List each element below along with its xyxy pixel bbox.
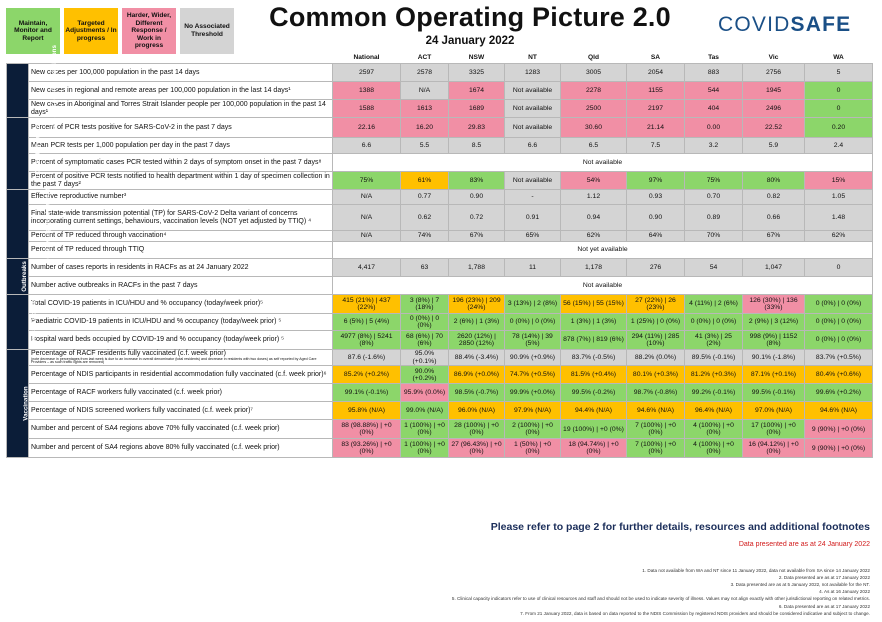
- value-cell-nt: Not available: [505, 118, 561, 138]
- indicator-row: [7, 82, 873, 100]
- merged-value-cell: Not available: [333, 277, 873, 295]
- indicator-row: [7, 118, 873, 138]
- value-cell-act: 95.9% (0.0%): [401, 384, 449, 402]
- indicator-label: Percent of PCR tests positive for SARS-CoV-2 in the past 7 days: [29, 118, 333, 138]
- value-cell-nsw: 86.9% (+0.0%): [449, 366, 505, 384]
- value-cell-qld: 878 (7%) | 819 (6%): [561, 331, 627, 350]
- indicator-label: Hospital ward beds occupied by COVID-19 and % occupancy (today/week prior) ⁵: [29, 331, 333, 350]
- value-cell-nsw: 0.72: [449, 205, 505, 231]
- value-cell-national: 95.8% (N/A): [333, 402, 401, 420]
- value-cell-tas: 99.2% (-0.1%): [685, 384, 743, 402]
- value-cell-national: 83 (93.26%) | +0 (0%): [333, 439, 401, 458]
- value-cell-nsw: 96.0% (N/A): [449, 402, 505, 420]
- footnote: 7. From 21 January 2022, data is based on data reported to the NDIS Commission by registered NDIS providers and should be considered indicative and subject to change.: [520, 610, 870, 616]
- value-cell-nt: 99.9% (+0.0%): [505, 384, 561, 402]
- value-cell-vic: 2 (9%) | 3 (12%): [743, 314, 805, 331]
- value-cell-nt: 97.9% (N/A): [505, 402, 561, 420]
- footnote: 3. Data presented are as at 5 January 2022, not available for the NT.: [730, 582, 870, 588]
- value-cell-qld: 2278: [561, 82, 627, 100]
- indicator-row: [7, 314, 873, 331]
- value-cell-sa: 0.90: [627, 205, 685, 231]
- value-cell-act: 63: [401, 259, 449, 277]
- indicator-note: (note decrease in percentages from last week is due to an increase in overall denominator (total residents) and decrease in residents with two doses) as self reported by Aged Care Providers – as such traffic lights are removed): [31, 356, 317, 365]
- indicator-row: [7, 172, 873, 190]
- value-cell-wa: 1.05: [805, 190, 873, 205]
- value-cell-nt: Not available: [505, 100, 561, 118]
- indicator-row: [7, 331, 873, 350]
- operating-picture-table: [6, 45, 873, 458]
- indicator-label: New cases per 100,000 population in the past 14 days: [29, 64, 333, 82]
- indicator-label: Number active outbreaks in RACFs in the past 7 days: [29, 277, 333, 295]
- value-cell-nsw: 28 (100%) | +0 (0%): [449, 420, 505, 439]
- value-cell-qld: 54%: [561, 172, 627, 190]
- indicator-label: Number and percent of SA4 regions above 80% fully vaccinated (c.f. week prior): [29, 439, 333, 458]
- footnote: 1. Data not available from WA and NT since 11 January 2022, data not available from SA since 14 January 2022: [642, 568, 870, 573]
- value-cell-vic: 998 (9%) | 1152 (8%): [743, 331, 805, 350]
- indicator-label: Percent of TP reduced through vaccination⁴: [29, 231, 333, 242]
- header-spacer: [29, 52, 333, 64]
- value-cell-vic: 0.82: [743, 190, 805, 205]
- header-spacer: [7, 52, 29, 64]
- indicator-row: [7, 402, 873, 420]
- value-cell-act: 1 (100%) | +0 (0%): [401, 439, 449, 458]
- section-label-text: Cases and priority populations: [50, 45, 58, 136]
- section-label: [7, 350, 29, 458]
- indicator-label: Number and percent of SA4 regions above 70% fully vaccinated (c.f. week prior): [29, 420, 333, 439]
- footnote: 2. Data presented are as at 17 January 2022: [778, 575, 870, 581]
- value-cell-tas: 4 (100%) | +0 (0%): [685, 420, 743, 439]
- value-cell-vic: 0.66: [743, 205, 805, 231]
- indicator-row: [7, 384, 873, 402]
- data-date-note: Data presented are as at 24 January 2022: [738, 541, 870, 548]
- value-cell-qld: 18 (94.74%) | +0 (0%): [561, 439, 627, 458]
- indicator-label: Percentage of RACF residents fully vaccinated (c.f. week prior) (note decrease in percentages from last week is due to an increase in overall denominator (total residents) and decrease in residents with two doses) as self reported by Aged Care Providers – as such traffic lights are removed): [29, 350, 333, 366]
- value-cell-tas: 0.89: [685, 205, 743, 231]
- logo-part-covid: COVID: [718, 13, 791, 36]
- value-cell-wa: 0: [805, 259, 873, 277]
- value-cell-qld: 1 (3%) | 1 (3%): [561, 314, 627, 331]
- merged-value-cell: Not yet available: [333, 242, 873, 259]
- indicator-label: Percentage of RACF workers fully vaccinated (c.f. week prior): [29, 384, 333, 402]
- value-cell-national: 415 (21%) | 437 (22%): [333, 295, 401, 314]
- indicator-label: Paediatric COVID-19 patients in ICU/HDU and % occupancy (today/week prior) ⁵: [29, 314, 333, 331]
- value-cell-act: 0.77: [401, 190, 449, 205]
- value-cell-act: 74%: [401, 231, 449, 242]
- value-cell-nt: Not available: [505, 172, 561, 190]
- value-cell-nt: -: [505, 190, 561, 205]
- indicator-label: New cases in Aboriginal and Torres Strait Islander people per 100,000 population in the past 14 days¹: [29, 100, 333, 118]
- value-cell-sa: 7.5: [627, 138, 685, 154]
- value-cell-sa: 88.2% (0.0%): [627, 350, 685, 366]
- value-cell-tas: 89.5% (-0.1%): [685, 350, 743, 366]
- page-title: Common Operating Picture 2.0: [269, 2, 671, 32]
- legend-orange: Targeted Adjustments / In progress: [64, 8, 118, 54]
- value-cell-tas: 0.70: [685, 190, 743, 205]
- value-cell-nsw: 0.90: [449, 190, 505, 205]
- footnote: 5. Clinical capacity indicators refer to use of clinical resources and staff and should not be used to indicate severity of illness. Values may not align exactly with other jurisdictional reporting on related metrics.: [451, 596, 870, 602]
- value-cell-nsw: 3325: [449, 64, 505, 82]
- value-cell-vic: 90.1% (-1.8%): [743, 350, 805, 366]
- value-cell-sa: 27 (22%) | 26 (23%): [627, 295, 685, 314]
- section-label: [7, 118, 42, 190]
- value-cell-national: 22.16: [333, 118, 401, 138]
- column-header-act: ACT: [417, 54, 432, 61]
- value-cell-tas: 883: [685, 64, 743, 82]
- section-label: [7, 259, 29, 295]
- indicator-row: [7, 350, 873, 366]
- indicator-label: Percent of positive PCR tests notified to health department within 1 day of specimen collection in the past 7 days²: [29, 172, 333, 190]
- value-cell-nt: 11: [505, 259, 561, 277]
- column-header-qld: Qld: [588, 54, 599, 61]
- value-cell-vic: 16 (94.12%) | +0 (0%): [743, 439, 805, 458]
- value-cell-national: 99.1% (-0.1%): [333, 384, 401, 402]
- column-header-nt: NT: [528, 54, 537, 61]
- value-cell-qld: 94.4% (N/A): [561, 402, 627, 420]
- value-cell-act: 5.5: [401, 138, 449, 154]
- value-cell-sa: 2197: [627, 100, 685, 118]
- value-cell-nt: 6.6: [505, 138, 561, 154]
- value-cell-wa: 80.4% (+0.6%): [805, 366, 873, 384]
- value-cell-vic: 22.52: [743, 118, 805, 138]
- column-header-nsw: NSW: [468, 54, 485, 61]
- value-cell-sa: 1 (25%) | 0 (0%): [627, 314, 685, 331]
- value-cell-tas: 54: [685, 259, 743, 277]
- value-cell-tas: 404: [685, 100, 743, 118]
- value-cell-sa: 98.7% (-0.8%): [627, 384, 685, 402]
- indicator-row: [7, 190, 873, 205]
- indicator-label: Percentage of NDIS participants in residential accommodation fully vaccinated (c.f. week prior)⁶: [29, 366, 333, 384]
- value-cell-qld: 1.12: [561, 190, 627, 205]
- value-cell-sa: 97%: [627, 172, 685, 190]
- indicator-row: [7, 138, 873, 154]
- covidsafe-logo: [718, 13, 851, 37]
- value-cell-act: 16.20: [401, 118, 449, 138]
- value-cell-wa: 62%: [805, 231, 873, 242]
- value-cell-qld: 56 (15%) | 55 (15%): [561, 295, 627, 314]
- indicator-row: [7, 420, 873, 439]
- value-cell-wa: 0: [805, 100, 873, 118]
- logo-part-safe: SAFE: [790, 13, 852, 36]
- value-cell-sa: 276: [627, 259, 685, 277]
- value-cell-nsw: 1,788: [449, 259, 505, 277]
- value-cell-nt: 78 (14%) | 39 (5%): [505, 331, 561, 350]
- value-cell-national: 85.2% (+0.2%): [333, 366, 401, 384]
- value-cell-sa: 1155: [627, 82, 685, 100]
- value-cell-act: 99.0% (N/A): [401, 402, 449, 420]
- value-cell-wa: 83.7% (+0.5%): [805, 350, 873, 366]
- value-cell-wa: 94.6% (N/A): [805, 402, 873, 420]
- indicator-label: Percent of symptomatic cases PCR tested within 2 days of symptom onset in the past 7 days⁸: [29, 154, 333, 172]
- value-cell-tas: 544: [685, 82, 743, 100]
- value-cell-act: N/A: [401, 82, 449, 100]
- value-cell-nt: 2 (100%) | +0 (0%): [505, 420, 561, 439]
- value-cell-sa: 0.93: [627, 190, 685, 205]
- value-cell-act: 68 (6%) | 70 (6%): [401, 331, 449, 350]
- indicator-label: Total COVID-19 patients in ICU/HDU and % occupancy (today/week prior)⁵: [29, 295, 333, 314]
- value-cell-national: N/A: [333, 231, 401, 242]
- value-cell-tas: 75%: [685, 172, 743, 190]
- value-cell-wa: 99.6% (+0.2%): [805, 384, 873, 402]
- value-cell-act: 0.62: [401, 205, 449, 231]
- value-cell-tas: 3.2: [685, 138, 743, 154]
- footnote: 4. As at 16 January 2022: [819, 589, 870, 595]
- value-cell-tas: 0.00: [685, 118, 743, 138]
- value-cell-nt: 1283: [505, 64, 561, 82]
- value-cell-national: 2597: [333, 64, 401, 82]
- value-cell-nsw: 83%: [449, 172, 505, 190]
- indicator-row: [7, 366, 873, 384]
- value-cell-nt: 0.91: [505, 205, 561, 231]
- value-cell-nt: 3 (13%) | 2 (8%): [505, 295, 561, 314]
- value-cell-nsw: 27 (96.43%) | +0 (0%): [449, 439, 505, 458]
- value-cell-tas: 96.4% (N/A): [685, 402, 743, 420]
- indicator-label: New cases in regional and remote areas per 100,000 population in the last 14 days¹: [29, 82, 333, 100]
- value-cell-tas: 41 (3%) | 25 (2%): [685, 331, 743, 350]
- column-header-national: National: [353, 54, 380, 61]
- value-cell-tas: 4 (11%) | 2 (6%): [685, 295, 743, 314]
- value-cell-vic: 99.5% (-0.1%): [743, 384, 805, 402]
- footnotes: [270, 567, 870, 617]
- value-cell-national: 88 (98.88%) | +0 (0%): [333, 420, 401, 439]
- value-cell-vic: 5.9: [743, 138, 805, 154]
- indicator-row: [7, 277, 873, 295]
- value-cell-act: 2578: [401, 64, 449, 82]
- value-cell-qld: 6.5: [561, 138, 627, 154]
- section-label-text: Vaccination: [22, 386, 30, 421]
- value-cell-wa: 9 (90%) | +0 (0%): [805, 439, 873, 458]
- value-cell-qld: 19 (100%) | +0 (0%): [561, 420, 627, 439]
- value-cell-act: 0 (0%) | 0 (0%): [401, 314, 449, 331]
- color-legend: [6, 8, 234, 54]
- legend-red: Harder, Wider, Different Response / Work in progress: [122, 8, 176, 54]
- report-date: 24 January 2022: [425, 35, 515, 47]
- indicator-label: Number of cases reports in residents in RACFs as at 24 January 2022: [29, 259, 333, 277]
- value-cell-act: 95.0% (+0.1%): [401, 350, 449, 366]
- value-cell-national: 6 (5%) | 5 (4%): [333, 314, 401, 331]
- indicator-label: Final state-wide transmission potential (TP) for SARS-CoV-2 Delta variant of concerns incorporating current settings, behaviours, vaccination levels (NOT yet adjusted by TTIQ) ⁴: [29, 205, 333, 231]
- indicator-row: [7, 205, 873, 231]
- value-cell-wa: 0 (0%) | 0 (0%): [805, 331, 873, 350]
- section-label-text: Modelled epidemic activity: [44, 184, 52, 264]
- value-cell-nsw: 2620 (12%) | 2850 (12%): [449, 331, 505, 350]
- value-cell-nt: Not available: [505, 82, 561, 100]
- value-cell-nsw: 29.83: [449, 118, 505, 138]
- value-cell-tas: 70%: [685, 231, 743, 242]
- value-cell-national: 1388: [333, 82, 401, 100]
- value-cell-wa: 2.4: [805, 138, 873, 154]
- value-cell-wa: 1.48: [805, 205, 873, 231]
- section-label-text: Outbreaks: [20, 261, 28, 292]
- value-cell-vic: 97.0% (N/A): [743, 402, 805, 420]
- value-cell-nsw: 1674: [449, 82, 505, 100]
- value-cell-act: 3 (8%) | 7 (18%): [401, 295, 449, 314]
- value-cell-national: N/A: [333, 205, 401, 231]
- value-cell-nsw: 8.5: [449, 138, 505, 154]
- value-cell-vic: 1,047: [743, 259, 805, 277]
- value-cell-vic: 2756: [743, 64, 805, 82]
- page-2-reference: Please refer to page 2 for further details, resources and additional footnotes: [490, 521, 870, 533]
- value-cell-national: 75%: [333, 172, 401, 190]
- value-cell-qld: 1,178: [561, 259, 627, 277]
- value-cell-nsw: 67%: [449, 231, 505, 242]
- value-cell-qld: 99.5% (-0.2%): [561, 384, 627, 402]
- indicator-row: [7, 439, 873, 458]
- value-cell-nt: 1 (50%) | +0 (0%): [505, 439, 561, 458]
- value-cell-tas: 0 (0%) | 0 (0%): [685, 314, 743, 331]
- value-cell-vic: 67%: [743, 231, 805, 242]
- value-cell-nt: 90.9% (+0.9%): [505, 350, 561, 366]
- indicator-row: [7, 259, 873, 277]
- value-cell-nsw: 1689: [449, 100, 505, 118]
- value-cell-wa: 0: [805, 82, 873, 100]
- value-cell-sa: 2054: [627, 64, 685, 82]
- value-cell-qld: 3005: [561, 64, 627, 82]
- value-cell-act: 1613: [401, 100, 449, 118]
- value-cell-wa: 9 (90%) | +0 (0%): [805, 420, 873, 439]
- value-cell-nt: 0 (0%) | 0 (0%): [505, 314, 561, 331]
- indicator-row: [7, 100, 873, 118]
- value-cell-act: 90.0% (+0.2%): [401, 366, 449, 384]
- indicator-row: [7, 295, 873, 314]
- value-cell-nt: 65%: [505, 231, 561, 242]
- value-cell-national: N/A: [333, 190, 401, 205]
- footnote: 6. Data presented are as at 17 January 2022: [778, 603, 870, 609]
- value-cell-nsw: 88.4% (-3.4%): [449, 350, 505, 366]
- value-cell-sa: 21.14: [627, 118, 685, 138]
- legend-green: Maintain, Monitor and Report: [6, 8, 60, 54]
- section-label: [7, 45, 58, 136]
- value-cell-national: 87.6 (-1.6%): [333, 350, 401, 366]
- value-cell-sa: 80.1% (+0.3%): [627, 366, 685, 384]
- value-cell-vic: 17 (100%) | +0 (0%): [743, 420, 805, 439]
- section-label: [7, 184, 52, 264]
- value-cell-nsw: 2 (6%) | 1 (3%): [449, 314, 505, 331]
- value-cell-act: 61%: [401, 172, 449, 190]
- value-cell-vic: 1945: [743, 82, 805, 100]
- value-cell-tas: 81.2% (+0.3%): [685, 366, 743, 384]
- value-cell-wa: 0 (0%) | 0 (0%): [805, 295, 873, 314]
- indicator-row: [7, 231, 873, 242]
- value-cell-national: 4977 (8%) | 5241 (8%): [333, 331, 401, 350]
- value-cell-qld: 62%: [561, 231, 627, 242]
- value-cell-sa: 294 (11%) | 285 (10%): [627, 331, 685, 350]
- column-header-tas: Tas: [708, 54, 719, 61]
- value-cell-vic: 80%: [743, 172, 805, 190]
- value-cell-nsw: 196 (23%) | 209 (24%): [449, 295, 505, 314]
- merged-value-cell: Not available: [333, 154, 873, 172]
- section-label: [7, 295, 38, 350]
- value-cell-qld: 81.5% (+0.4%): [561, 366, 627, 384]
- header-row: [7, 52, 873, 64]
- value-cell-act: 1 (100%) | +0 (0%): [401, 420, 449, 439]
- indicator-row: [7, 242, 873, 259]
- section-label-text: Clinical Capacity: [30, 297, 38, 347]
- value-cell-sa: 7 (100%) | +0 (0%): [627, 420, 685, 439]
- value-cell-nt: 74.7% (+0.5%): [505, 366, 561, 384]
- indicator-label: Percentage of NDIS screened workers fully vaccinated (c.f. week prior)⁷: [29, 402, 333, 420]
- column-header-vic: Vic: [768, 54, 779, 61]
- value-cell-national: 1588: [333, 100, 401, 118]
- section-label-text: TTIQ raw indicators: [34, 124, 42, 183]
- value-cell-national: 6.6: [333, 138, 401, 154]
- value-cell-sa: 7 (100%) | +0 (0%): [627, 439, 685, 458]
- value-cell-vic: 87.1% (+0.1%): [743, 366, 805, 384]
- value-cell-wa: 0 (0%) | 0 (0%): [805, 314, 873, 331]
- value-cell-vic: 2496: [743, 100, 805, 118]
- indicator-row: [7, 64, 873, 82]
- value-cell-wa: 0.20: [805, 118, 873, 138]
- column-header-wa: WA: [833, 54, 844, 61]
- value-cell-nsw: 98.5% (-0.7%): [449, 384, 505, 402]
- value-cell-qld: 0.94: [561, 205, 627, 231]
- indicator-row: [7, 154, 873, 172]
- value-cell-wa: 5: [805, 64, 873, 82]
- value-cell-qld: 2500: [561, 100, 627, 118]
- indicator-label: Mean PCR tests per 1,000 population per day in the past 7 days: [29, 138, 333, 154]
- column-header-sa: SA: [650, 54, 661, 61]
- value-cell-sa: 94.6% (N/A): [627, 402, 685, 420]
- value-cell-national: 4,417: [333, 259, 401, 277]
- legend-grey: No Associated Threshold: [180, 8, 234, 54]
- value-cell-wa: 15%: [805, 172, 873, 190]
- indicator-label: Effective reproductive number³: [29, 190, 333, 205]
- value-cell-qld: 30.60: [561, 118, 627, 138]
- value-cell-vic: 126 (30%) | 136 (33%): [743, 295, 805, 314]
- value-cell-tas: 4 (100%) | +0 (0%): [685, 439, 743, 458]
- value-cell-sa: 64%: [627, 231, 685, 242]
- value-cell-qld: 83.7% (-0.5%): [561, 350, 627, 366]
- indicator-label: Percent of TP reduced through TTIQ: [29, 242, 333, 259]
